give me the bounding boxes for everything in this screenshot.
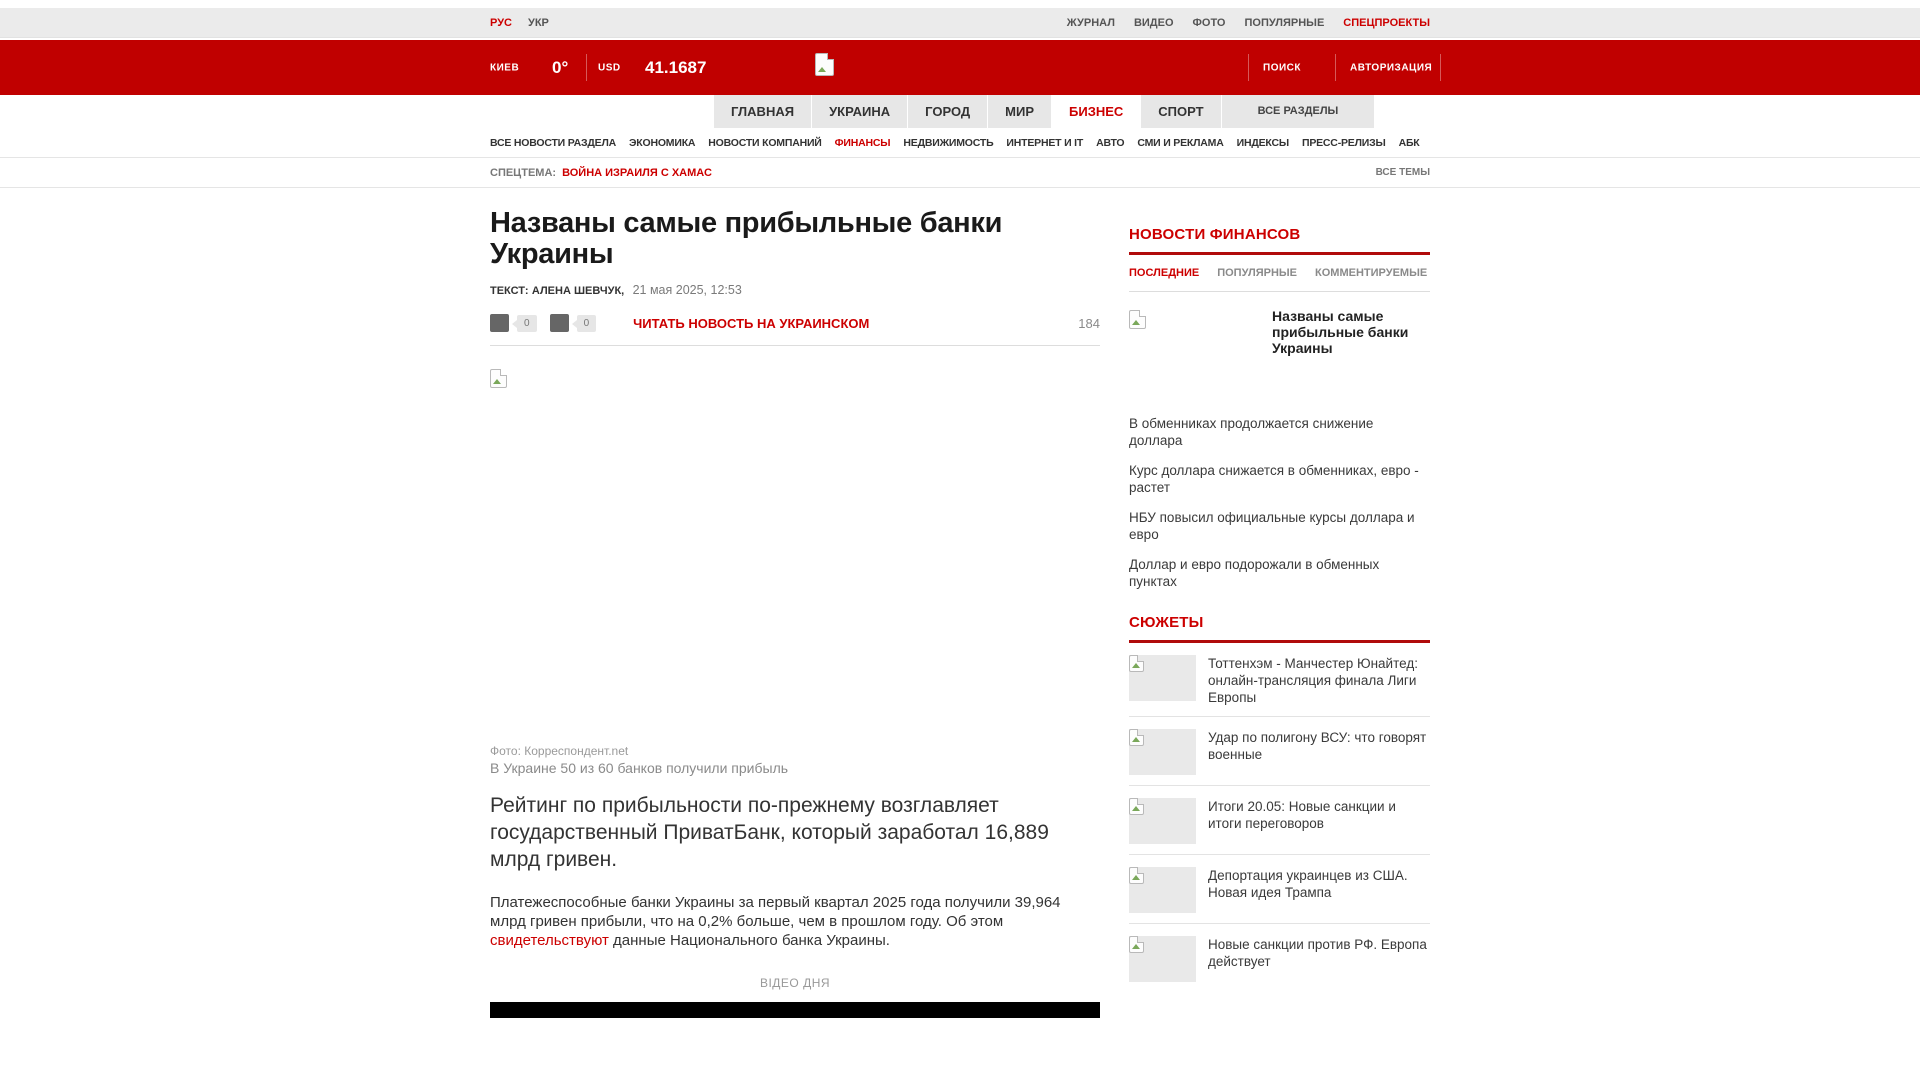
all-topics-link[interactable]: ВСЕ ТЕМЫ (1375, 167, 1430, 178)
tab-latest[interactable]: ПОСЛЕДНИЕ (1129, 267, 1200, 279)
nav-tab-all-sections[interactable]: ВСЕ РАЗДЕЛЫ (1222, 95, 1376, 128)
red-rule (1129, 252, 1430, 255)
topic-item[interactable] (1129, 643, 1430, 717)
broken-image-icon (1129, 798, 1144, 815)
sidebar-tabs (1129, 267, 1430, 292)
subnav-auto[interactable]: АВТО (1096, 136, 1125, 149)
topic-item[interactable] (1129, 786, 1430, 855)
featured-news-item[interactable] (1129, 308, 1430, 404)
nav-tab-world[interactable]: МИР (988, 95, 1052, 128)
topic-thumbnail (1129, 936, 1196, 982)
finance-news-title: НОВОСТИ ФИНАНСОВ (1129, 226, 1301, 243)
video-of-day-label: ВІДЕО ДНЯ (759, 976, 831, 990)
currency-rate: 41.1687 (645, 57, 707, 77)
nav-tab-ukraine[interactable]: УКРАИНА (812, 95, 908, 128)
topic-item[interactable] (1129, 717, 1430, 786)
lang-switch-ukr[interactable]: УКР (527, 16, 549, 29)
topic-link[interactable]: Новые санкции против РФ. Европа действует (1208, 937, 1427, 969)
finance-link[interactable]: НБУ повысил официальные курсы доллара и евро (1129, 510, 1415, 542)
byline-author[interactable]: АЛЕНА ШЕВЧУК, (531, 285, 625, 297)
featured-title[interactable]: Названы самые прибыльные банки Украины (1272, 308, 1409, 356)
special-topic-label: СПЕЦТЕМА: (490, 166, 557, 179)
divider (586, 54, 587, 81)
photo-caption: В Украине 50 из 60 банков получили прибыль (490, 760, 789, 776)
finance-link[interactable]: Доллар и евро подорожали в обменных пунктах (1129, 557, 1380, 589)
share-count-2: 0 (577, 315, 597, 332)
topic-thumbnail (1129, 729, 1196, 775)
article-image-area (490, 366, 1100, 744)
subnav-realestate[interactable]: НЕДВИЖИМОСТЬ (903, 136, 994, 149)
share-row (490, 314, 1100, 346)
topbar-link-video[interactable]: ВИДЕО (1133, 16, 1174, 29)
topbar-link-popular[interactable]: ПОПУЛЯРНЫЕ (1244, 16, 1325, 29)
topbar-link-specprojects[interactable]: СПЕЦПРОЕКТЫ (1343, 16, 1430, 29)
utility-bar (0, 8, 1920, 38)
subnav-all-news[interactable]: ВСЕ НОВОСТИ РАЗДЕЛА (490, 136, 616, 149)
body-text-after-link: данные Национального банка Украины. (608, 932, 890, 949)
subnav-press-releases[interactable]: ПРЕСС-РЕЛИЗЫ (1301, 136, 1386, 149)
article-body (490, 893, 1100, 950)
byline-date: 21 мая 2025, 12:53 (632, 283, 742, 297)
article-lede: Рейтинг по прибыльности по-прежнему возглавляет государственный ПриватБанк, который заработал 16,889 млрд гривен. (490, 794, 1049, 871)
broken-image-icon (1129, 867, 1144, 884)
divider (1248, 54, 1249, 81)
nav-tab-city[interactable]: ГОРОД (908, 95, 988, 128)
finance-link[interactable]: В обменниках продолжается снижение доллара (1129, 416, 1374, 448)
currency-code[interactable]: USD (598, 62, 621, 73)
byline-label: ТЕКСТ: (490, 285, 529, 297)
share-count-1: 0 (517, 315, 537, 332)
topic-link[interactable]: Итоги 20.05: Новые санкции и итоги переговоров (1208, 799, 1396, 831)
subnav-economy[interactable]: ЭКОНОМИКА (629, 136, 696, 149)
divider (1440, 54, 1441, 81)
divider (1335, 54, 1336, 81)
article-title: Названы самые прибыльные банки Украины (490, 207, 1003, 270)
share-button-1[interactable] (490, 314, 509, 332)
broken-image-icon (1129, 936, 1144, 953)
nav-tab-business[interactable]: БИЗНЕС (1052, 95, 1141, 128)
body-text-before-link: Платежеспособные банки Украины за первый квартал 2025 года получили 39,964 млрд гривен прибыли, что на 0,2% больше, чем в прошлом году. Об этом (490, 894, 1061, 930)
section-subnav (0, 128, 1920, 158)
site-logo-broken-image-icon[interactable] (815, 53, 834, 76)
special-topic-link[interactable]: ВОЙНА ИЗРАИЛЯ С ХАМАС (562, 166, 712, 179)
source-link[interactable]: свидетельствуют (490, 932, 609, 949)
tab-commented[interactable]: КОММЕНТИРУЕМЫЕ (1315, 267, 1428, 279)
broken-image-icon (1129, 310, 1146, 329)
main-nav (0, 95, 1920, 128)
topbar-link-photo[interactable]: ФОТО (1192, 16, 1226, 29)
finance-link[interactable]: Курс доллара снижается в обменниках, евро - растет (1129, 463, 1419, 495)
broken-image-icon (490, 369, 507, 388)
featured-thumbnail (1129, 308, 1272, 404)
auth-button[interactable]: АВТОРИЗАЦИЯ (1350, 62, 1433, 73)
search-button[interactable]: ПОИСК (1263, 62, 1301, 73)
special-topic-row (0, 158, 1920, 188)
subnav-media-ads[interactable]: СМИ И РЕКЛАМА (1137, 136, 1224, 149)
topic-link[interactable]: Депортация украинцев из США. Новая идея Трампа (1208, 868, 1408, 900)
read-in-ukrainian-link[interactable]: ЧИТАТЬ НОВОСТЬ НА УКРАИНСКОМ (633, 315, 870, 331)
topic-thumbnail (1129, 798, 1196, 844)
subnav-abk[interactable]: АБК (1398, 136, 1420, 149)
finance-links-list (1129, 416, 1430, 590)
article-figure (490, 366, 1100, 776)
topics-list (1129, 643, 1430, 992)
topic-link[interactable]: Удар по полигону ВСУ: что говорят военные (1208, 730, 1427, 762)
article (490, 188, 1100, 1018)
video-player-bar[interactable] (490, 1002, 1100, 1018)
weather-temperature: 0° (552, 57, 569, 77)
topic-item[interactable] (1129, 924, 1430, 992)
topic-item[interactable] (1129, 855, 1430, 924)
subnav-indexes[interactable]: ИНДЕКСЫ (1236, 136, 1289, 149)
topics-title: СЮЖЕТЫ (1129, 614, 1204, 631)
topic-thumbnail (1129, 867, 1196, 913)
topic-thumbnail (1129, 655, 1196, 701)
nav-tab-sport[interactable]: СПОРТ (1141, 95, 1221, 128)
broken-image-icon (1129, 655, 1144, 672)
topbar-link-journal[interactable]: ЖУРНАЛ (1066, 16, 1115, 29)
tab-popular[interactable]: ПОПУЛЯРНЫЕ (1217, 267, 1298, 279)
site-header (0, 40, 1920, 95)
subnav-internet-it[interactable]: ИНТЕРНЕТ И IT (1006, 136, 1084, 149)
article-byline (490, 283, 1100, 297)
lang-switch-rus[interactable]: РУС (490, 16, 512, 29)
subnav-companies[interactable]: НОВОСТИ КОМПАНИЙ (708, 136, 822, 149)
weather-city[interactable]: КИЕВ (490, 62, 520, 73)
share-button-2[interactable] (550, 314, 569, 332)
subnav-finance[interactable]: ФИНАНСЫ (834, 136, 891, 149)
photo-credit: Фото: Корреспондент.net (490, 744, 629, 758)
sidebar (1129, 188, 1430, 992)
views-count: 184 (1078, 315, 1100, 331)
topic-link[interactable]: Тоттенхэм - Манчестер Юнайтед: онлайн-трансляция финала Лиги Европы (1208, 656, 1418, 705)
nav-tab-main[interactable]: ГЛАВНАЯ (714, 95, 812, 128)
broken-image-icon (1129, 729, 1144, 746)
